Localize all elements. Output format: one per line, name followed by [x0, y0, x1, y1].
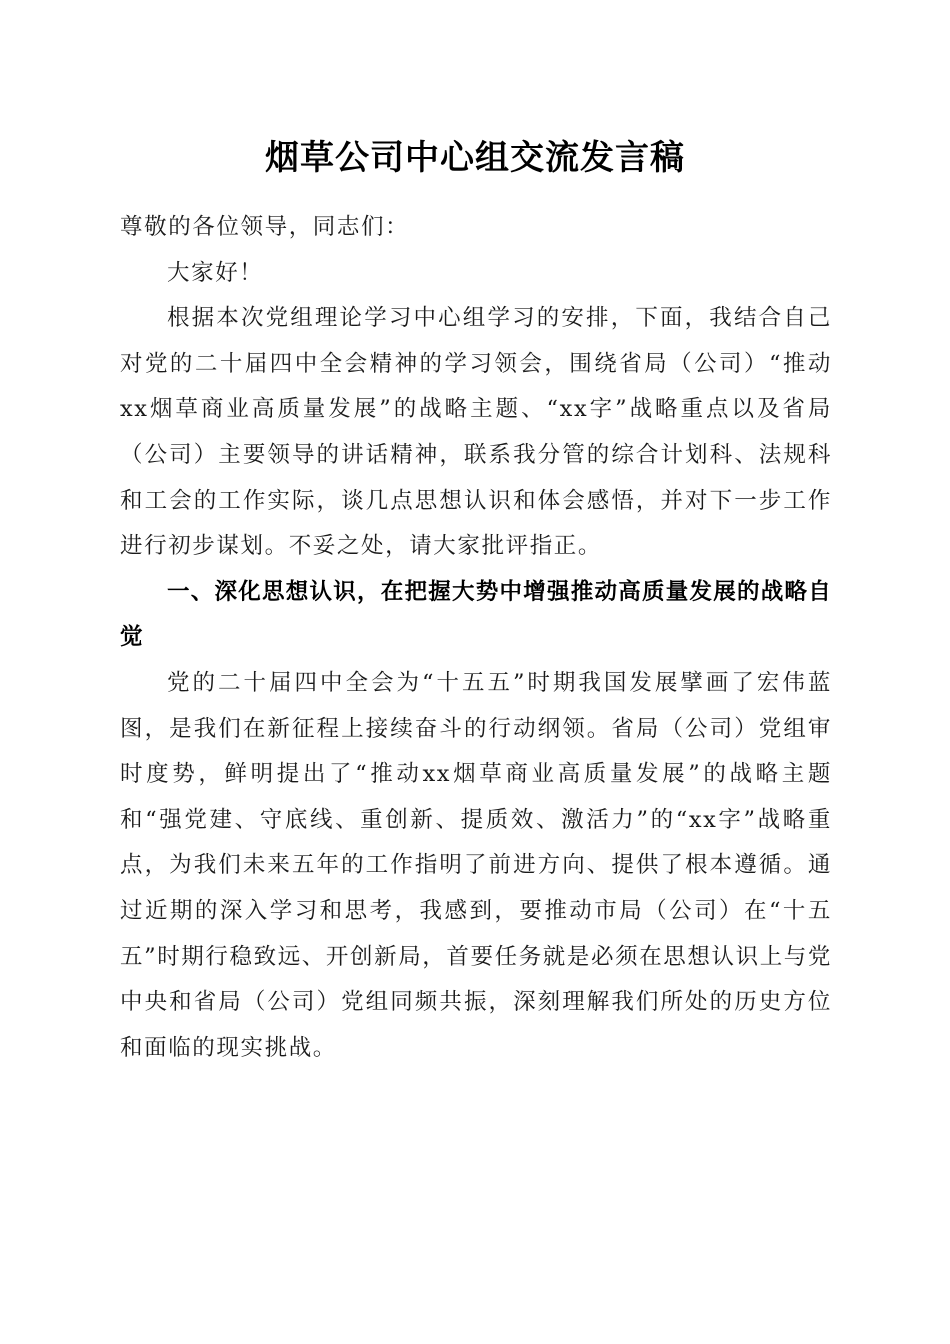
salutation: 尊敬的各位领导，同志们： — [120, 214, 410, 240]
intro-paragraph: 根据本次党组理论学习中心组学习的安排，下面，我结合自己对党的二十届四中全会精神的学习领会，围绕省局（公司）“推动xx烟草商业高质量发展”的战略主题、“xx字”战略重点以及省局（公司）主要领导的讲话精神，联系我分管的综合计划科、法规科和工会的工作实际，谈几点思想认识和体会感悟，并对下一步工作进行初步谋划。不妥之处，请大家批评指正。 — [120, 305, 832, 560]
document-title: 烟草公司中心组交流发言稿 — [265, 138, 685, 178]
section-paragraph-1: 党的二十届四中全会为“十五五”时期我国发展擘画了宏伟蓝图，是我们在新征程上接续奋斗的行动纲领。省局（公司）党组审时度势，鲜明提出了“推动xx烟草商业高质量发展”的战略主题和“强党建、守底线、重创新、提质效、激活力”的“xx字”战略重点，为我们未来五年的工作指明了前进方向、提供了根本遵循。通过近期的深入学习和思考，我感到，要推动市局（公司）在“十五五”时期行稳致远、开创新局，首要任务就是必须在思想认识上与党中央和省局（公司）党组同频共振，深刻理解我们所处的历史方位和面临的现实挑战。 — [120, 669, 833, 1061]
document-body — [120, 205, 832, 1071]
greeting: 大家好！ — [167, 259, 264, 286]
section-heading-1: 一、深化思想认识，在把握大势中增强推动高质量发展的战略自觉 — [120, 578, 832, 651]
